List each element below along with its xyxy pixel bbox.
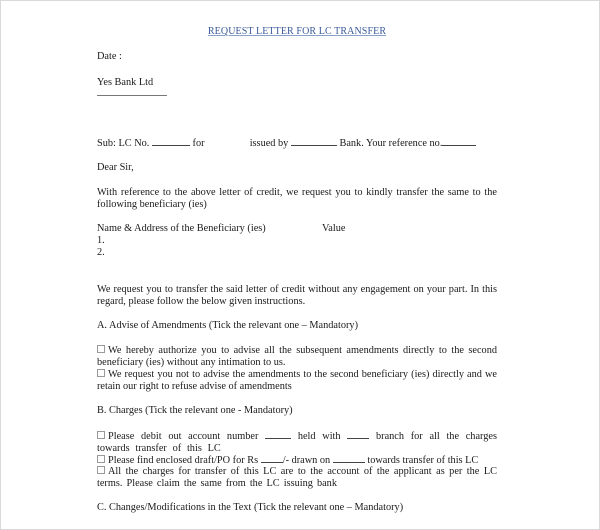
intro-paragraph: With reference to the above letter of credit, we request you to kindly transfer the same to the following beneficiary (ies) — [97, 187, 497, 211]
subject-prefix: Sub: LC No. — [97, 138, 150, 149]
drawn-on-blank — [333, 454, 365, 463]
section-a-option-2 — [97, 369, 497, 394]
checkbox-icon[interactable] — [97, 455, 105, 463]
section-b-option-2-part3: towards transfer of this LC — [367, 455, 479, 466]
checkbox-icon[interactable] — [97, 369, 105, 377]
account-number-blank — [265, 430, 291, 439]
branch-blank — [347, 430, 369, 439]
section-a-heading: A. Advise of Amendments (Tick the relevant one – Mandatory) — [97, 320, 358, 331]
date-label: Date : — [97, 51, 122, 62]
checkbox-icon[interactable] — [97, 466, 105, 474]
section-c-heading: C. Changes/Modifications in the Text (Tick the relevant one – Mandatory) — [97, 502, 404, 513]
subject-issued-by-label: issued by — [249, 138, 289, 149]
issuing-bank-blank — [291, 137, 337, 146]
bank-name: Yes Bank Ltd — [97, 77, 154, 88]
subject-for-label: for — [192, 138, 205, 149]
section-b-heading: B. Charges (Tick the relevant one - Mandatory) — [97, 405, 293, 416]
beneficiary-row-1: 1. — [97, 235, 105, 246]
section-b-option-1-part1: Please debit out account number — [108, 431, 259, 442]
section-b-option-3-text: All the charges for transfer of this LC are to the account of the applicant as per the LC terms. Please claim the same from the LC issuing bank — [97, 466, 497, 490]
lc-number-blank — [152, 137, 190, 146]
section-a-option-2-text: We request you not to advise the amendments to the second beneficiary (ies) directly and we retain our right to refuse advise of amendments — [97, 369, 497, 393]
reference-number-blank — [442, 137, 476, 146]
section-b-option-2-part2: /- drawn on — [282, 455, 331, 466]
section-b-option-1-part2: held with — [297, 431, 341, 442]
amount-blank — [261, 454, 283, 463]
section-b-option-1-part3: branch for all the charges towards transfer of this LC — [97, 431, 497, 455]
section-a-option-1-text: We hereby authorize you to advise all the subsequent amendments directly to the second beneficiary (ies) without any intimation to us. — [97, 345, 497, 369]
subject-bank-label: Bank. Your reference no. — [339, 138, 443, 149]
beneficiary-row-2: 2. — [97, 247, 105, 258]
beneficiary-name-header: Name & Address of the Beneficiary (ies) — [97, 223, 266, 234]
request-paragraph: We request you to transfer the said letter of credit without any engagement on your part. In this regard, please follow the below given instructions. — [97, 284, 497, 308]
beneficiary-value-header: Value — [322, 223, 346, 234]
section-b-option-3 — [97, 466, 497, 491]
section-b-option-2-part1: Please find enclosed draft/PO for Rs — [108, 455, 259, 466]
subject-line — [97, 137, 476, 150]
section-b-option-1 — [97, 430, 497, 456]
section-a-option-1 — [97, 345, 497, 370]
checkbox-icon[interactable] — [97, 345, 105, 353]
checkbox-icon[interactable] — [97, 431, 105, 439]
address-blank-line — [97, 87, 167, 100]
salutation: Dear Sir, — [97, 162, 134, 173]
document-title: REQUEST LETTER FOR LC TRANSFER — [207, 26, 387, 37]
